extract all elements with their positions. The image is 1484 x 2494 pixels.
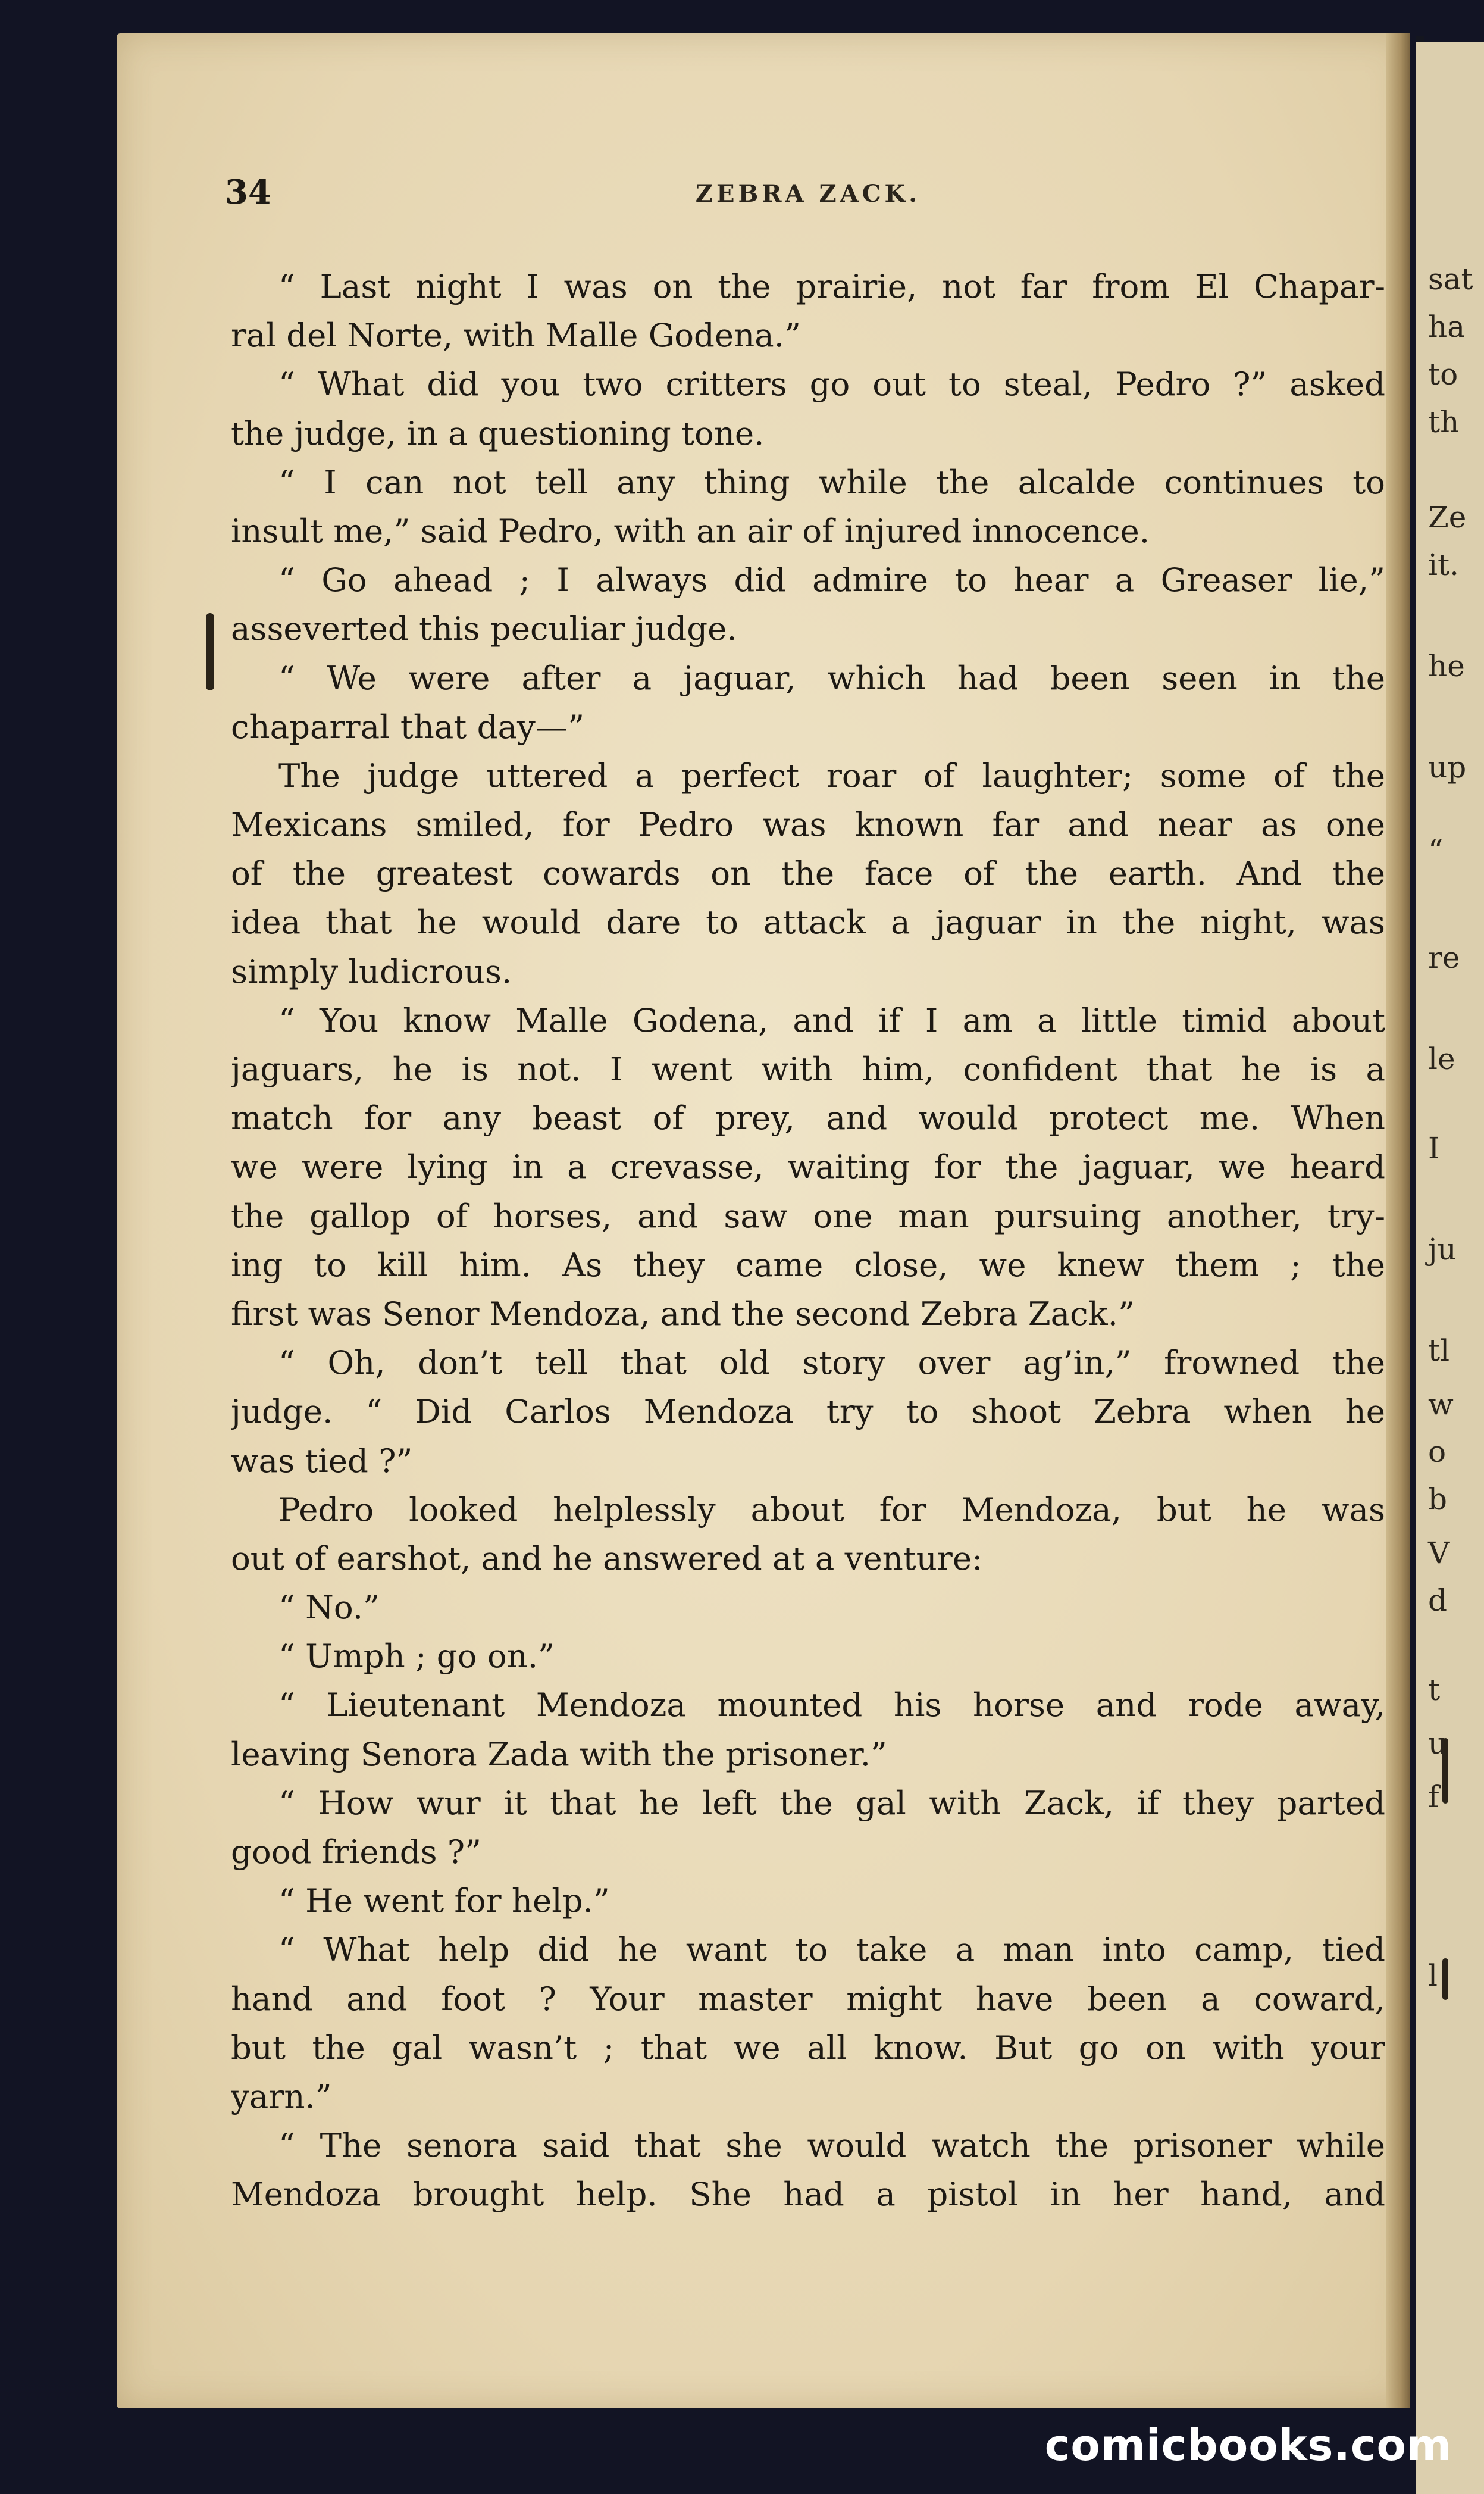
text-line: but the gal wasn’t ; that we all know. But go on with your — [231, 2028, 1385, 2067]
page-number: 34 — [225, 173, 271, 212]
facing-page-fragment: tl — [1428, 1333, 1450, 1368]
facing-page-fragment: re — [1428, 940, 1460, 975]
text-line: Pedro looked helplessly about for Mendoza, but he was — [278, 1490, 1385, 1529]
text-line: match for any beast of prey, and would protect me. When — [231, 1099, 1385, 1137]
facing-page-fragment: it. — [1428, 548, 1459, 582]
facing-page-fragment: up — [1428, 750, 1467, 785]
facing-page-fragment: ha — [1428, 310, 1466, 344]
text-line: “ No.” — [278, 1588, 380, 1627]
text-line: was tied ?” — [231, 1441, 413, 1480]
text-line: the judge, in a questioning tone. — [231, 414, 765, 452]
text-line: “ You know Malle Godena, and if I am a little timid about — [278, 1001, 1385, 1039]
text-line: yarn.” — [231, 2077, 332, 2115]
text-line: “ Go ahead ; I always did admire to hear a Greaser lie,” — [278, 561, 1385, 599]
text-line: idea that he would dare to attack a jaguar in the night, was — [231, 903, 1385, 942]
margin-mark — [206, 613, 214, 690]
facing-page-fragment: o — [1428, 1434, 1447, 1469]
text-line: first was Senor Mendoza, and the second Zebra Zack.” — [231, 1294, 1135, 1333]
text-line: leaving Senora Zada with the prisoner.” — [231, 1734, 887, 1773]
text-line: “ He went for help.” — [278, 1882, 610, 1920]
text-line: “ Last night I was on the prairie, not far from El Chapar- — [278, 267, 1385, 305]
running-head: ZEBRA ZACK. — [695, 180, 921, 208]
facing-page-fragment: he — [1428, 649, 1465, 683]
page-header — [225, 173, 1391, 220]
facing-page-fragment: t — [1428, 1673, 1441, 1707]
facing-page-fragment: V — [1428, 1536, 1450, 1570]
facing-margin-mark — [1442, 1958, 1448, 2000]
text-line: The judge uttered a perfect roar of laughter; some of the — [278, 756, 1385, 795]
text-line: simply ludicrous. — [231, 952, 512, 990]
text-line: judge. “ Did Carlos Mendoza try to shoot Zebra when he — [231, 1392, 1385, 1431]
text-line: chaparral that day—” — [231, 707, 585, 746]
text-line: “ I can not tell any thing while the alcalde continues to — [278, 462, 1385, 501]
text-line: the gallop of horses, and saw one man pursuing another, try- — [231, 1196, 1385, 1235]
facing-page-fragment: w — [1428, 1387, 1454, 1421]
watermark: comicbooks.com — [1044, 2420, 1452, 2470]
text-line: “ Umph ; go on.” — [278, 1637, 555, 1676]
text-line: Mexicans smiled, for Pedro was known far and near as one — [231, 805, 1385, 844]
facing-page-fragment: f — [1428, 1780, 1439, 1814]
facing-page-fragment: “ — [1428, 833, 1444, 868]
text-line: “ The senora said that she would watch the prisoner while — [278, 2126, 1385, 2165]
text-line: “ What did you two critters go out to steal, Pedro ?” asked — [278, 365, 1385, 404]
text-line: “ Oh, don’t tell that old story over ag’in,” frowned the — [278, 1343, 1385, 1382]
text-line: “ How wur it that he left the gal with Zack, if they parted — [278, 1783, 1385, 1822]
text-line: good friends ?” — [231, 1833, 481, 1871]
facing-page-fragment: l — [1428, 1958, 1438, 1993]
facing-page-fragment: th — [1428, 405, 1460, 439]
text-line: jaguars, he is not. I went with him, confident that he is a — [231, 1050, 1385, 1088]
facing-page-fragment: Ze — [1428, 500, 1467, 535]
facing-page-fragment: I — [1428, 1131, 1440, 1165]
text-line: “ We were after a jaguar, which had been seen in the — [278, 658, 1385, 697]
facing-page-fragment: le — [1428, 1042, 1455, 1076]
facing-page-fragment: u — [1428, 1726, 1448, 1761]
text-line: Mendoza brought help. She had a pistol in her hand, and — [231, 2175, 1385, 2214]
text-line: ral del Norte, with Malle Godena.” — [231, 316, 801, 355]
facing-page-fragment: sat — [1428, 262, 1473, 296]
body-text — [231, 262, 1385, 2219]
text-line: hand and foot ? Your master might have been a coward, — [231, 1979, 1385, 2018]
text-line: we were lying in a crevasse, waiting for the jaguar, we heard — [231, 1148, 1385, 1186]
facing-page-fragment: d — [1428, 1583, 1448, 1618]
facing-page-fragment: ju — [1428, 1232, 1457, 1267]
text-line: “ What help did he want to take a man into camp, tied — [278, 1930, 1385, 1969]
facing-page-fragment: to — [1428, 357, 1458, 392]
facing-page-fragment: b — [1428, 1482, 1448, 1517]
text-line: insult me,” said Pedro, with an air of injured innocence. — [231, 511, 1150, 550]
page-gutter — [1386, 33, 1410, 2408]
text-line: “ Lieutenant Mendoza mounted his horse and rode away, — [278, 1686, 1385, 1724]
text-line: ing to kill him. As they came close, we knew them ; the — [231, 1245, 1385, 1284]
text-line: asseverted this peculiar judge. — [231, 610, 737, 648]
text-line: of the greatest cowards on the face of the earth. And the — [231, 854, 1385, 893]
text-line: out of earshot, and he answered at a venture: — [231, 1539, 983, 1577]
